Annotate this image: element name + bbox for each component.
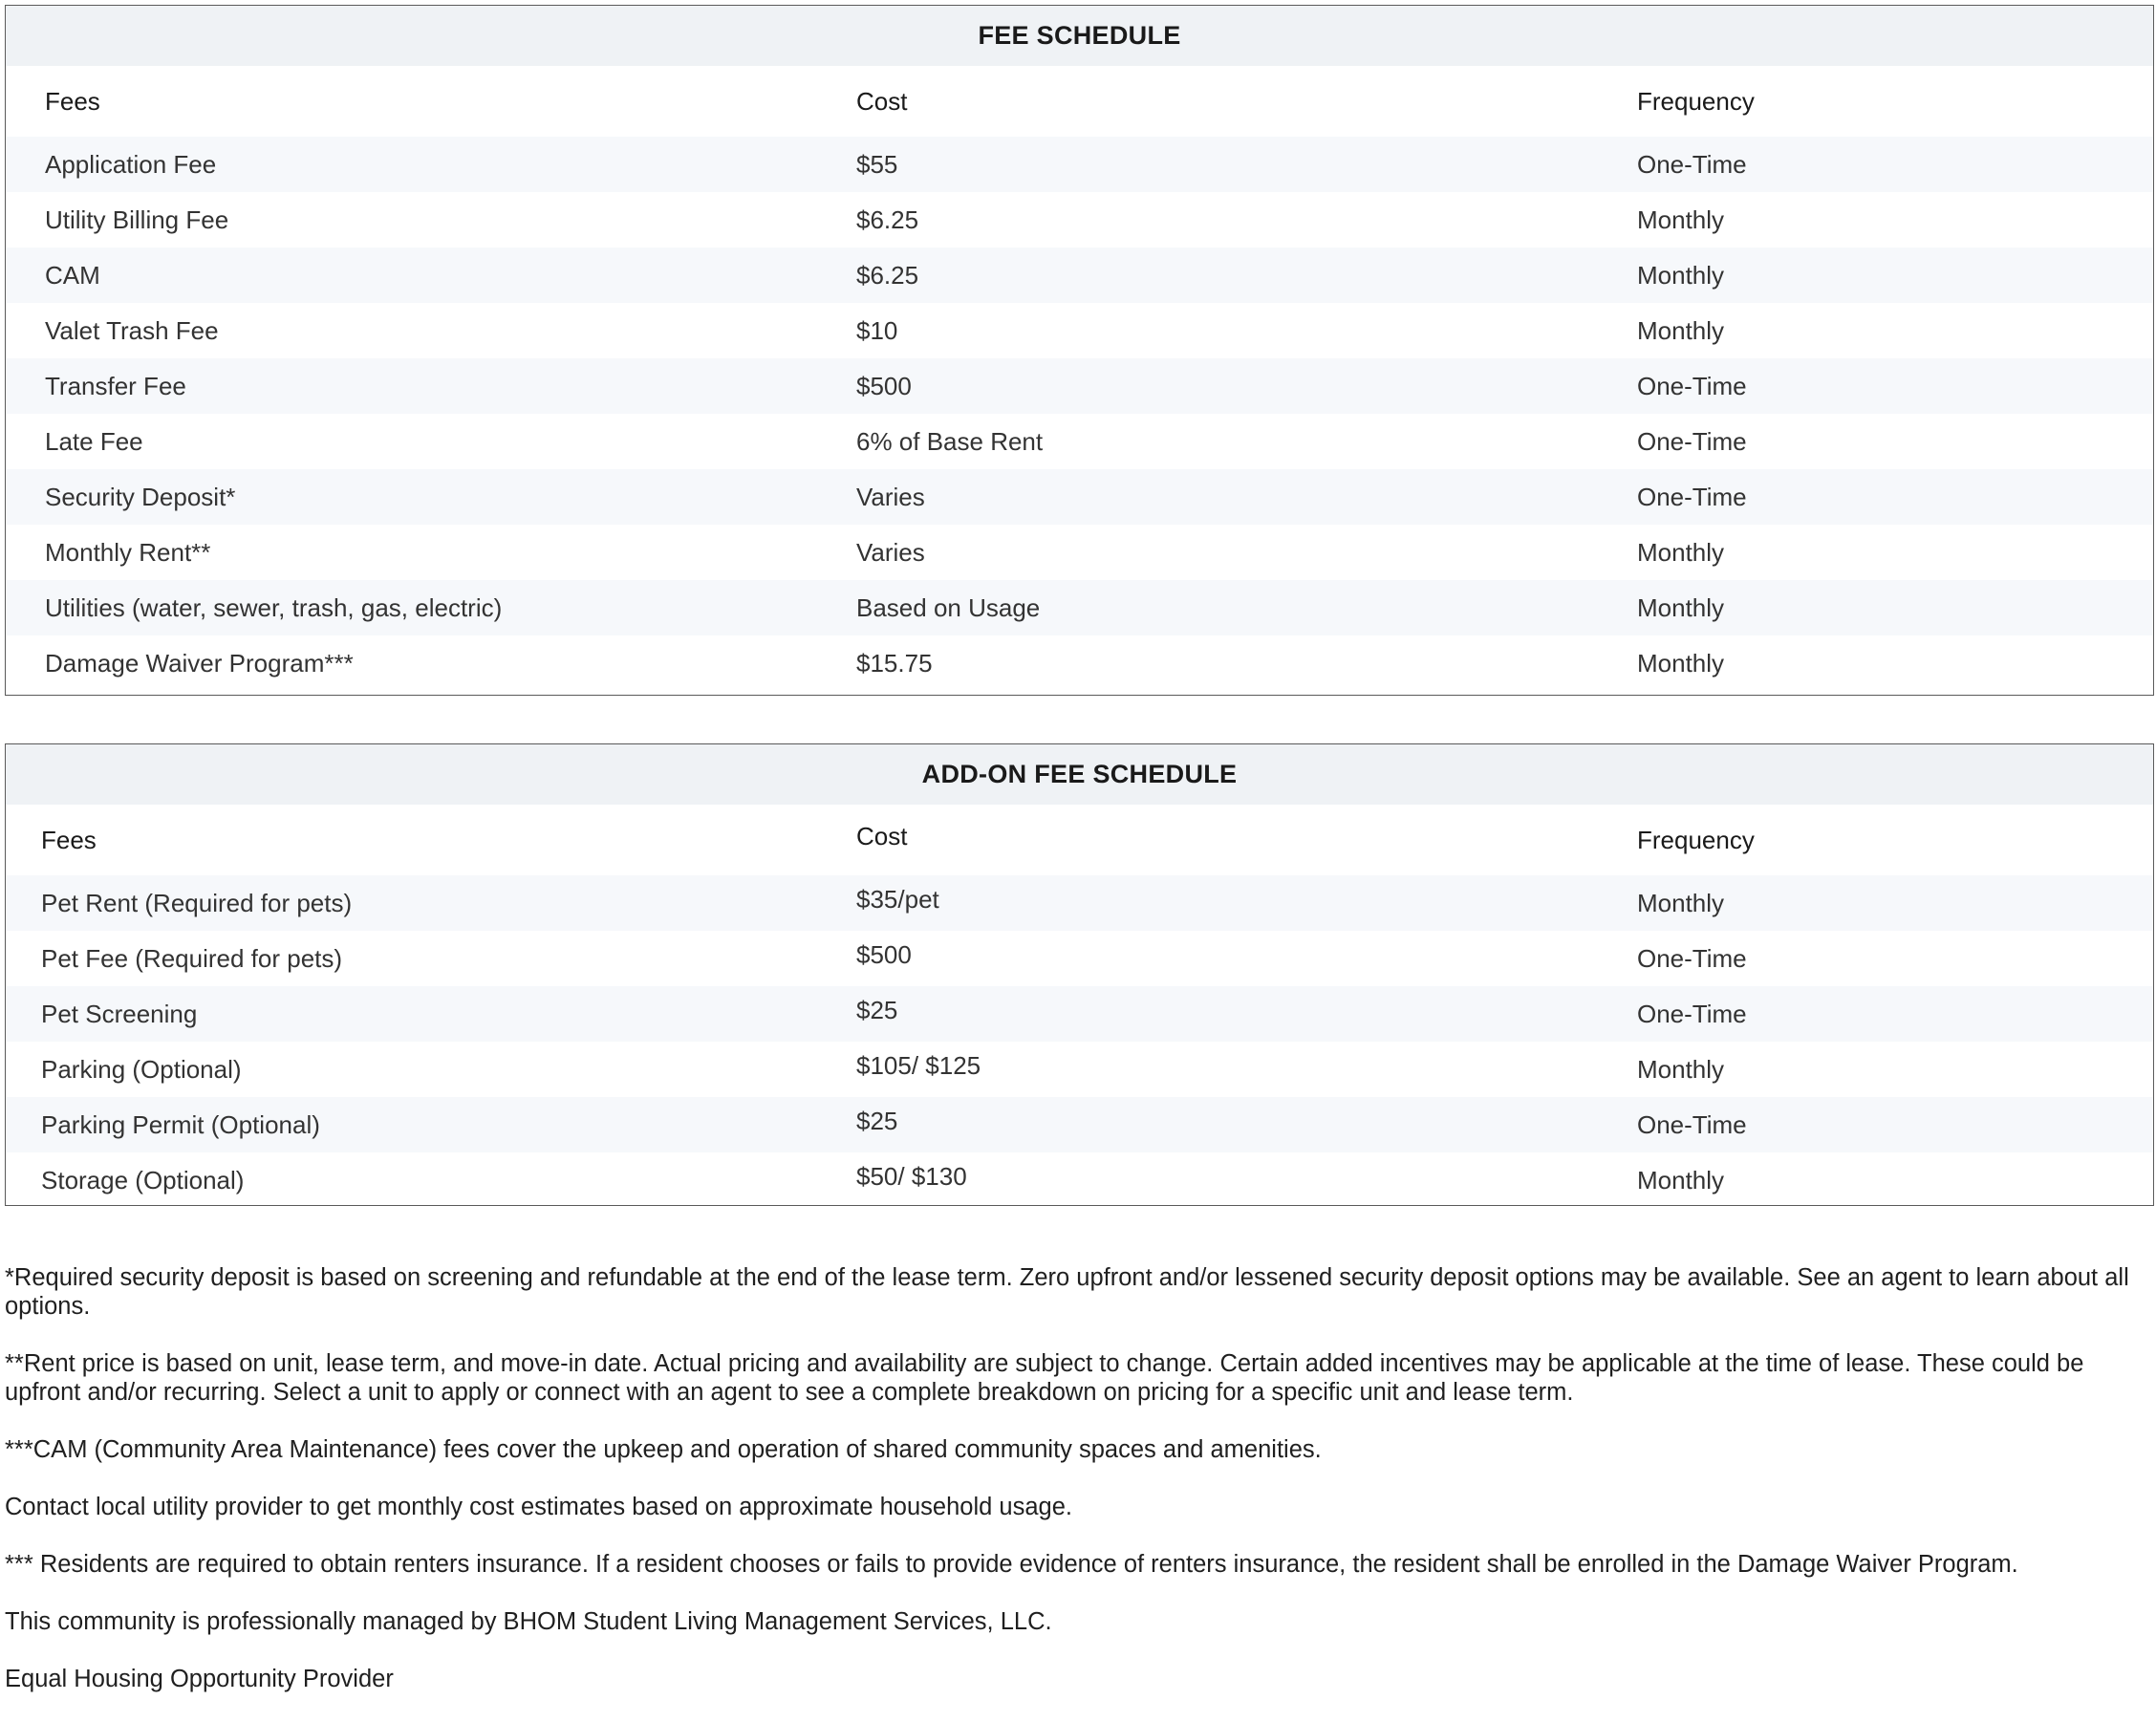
table-row	[6, 192, 2153, 248]
table-row	[6, 1042, 2153, 1097]
fee-name: Valet Trash Fee	[45, 315, 219, 345]
fee-cost: Varies	[856, 482, 925, 511]
fee-name: Pet Screening	[41, 999, 198, 1028]
fee-name: Monthly Rent**	[45, 537, 211, 567]
table-row	[6, 469, 2153, 525]
table-row	[6, 1097, 2153, 1152]
table-header-row	[6, 66, 2153, 137]
fee-cost: Varies	[856, 537, 925, 567]
equal-housing-note: Equal Housing Opportunity Provider	[5, 1666, 394, 1692]
fee-name: Application Fee	[45, 149, 217, 179]
fee-cost: $55	[856, 149, 898, 179]
fee-frequency: One-Time	[1637, 999, 1747, 1028]
fee-cost: $6.25	[856, 204, 919, 234]
fee-frequency: One-Time	[1637, 149, 1747, 179]
table-row	[6, 358, 2153, 414]
management-note: This community is professionally managed by BHOM Student Living Management Services, LLC.	[5, 1608, 1052, 1635]
fee-cost: $15.75	[856, 648, 933, 678]
fee-name: Pet Rent (Required for pets)	[41, 888, 353, 917]
fee-name: Storage (Optional)	[41, 1165, 245, 1195]
fee-frequency: Monthly	[1637, 537, 1725, 567]
fee-cost: $25	[856, 995, 898, 1024]
column-header-frequency: Frequency	[1637, 86, 1755, 116]
fee-frequency: One-Time	[1637, 482, 1747, 511]
fee-name: Late Fee	[45, 426, 143, 456]
fee-name: Damage Waiver Program***	[45, 648, 354, 678]
fee-frequency: One-Time	[1637, 1109, 1747, 1139]
fee-schedule-table	[5, 5, 2154, 696]
fee-name: Security Deposit*	[45, 482, 236, 511]
addon-fee-schedule-table	[5, 743, 2154, 1206]
fee-cost: 6% of Base Rent	[856, 426, 1044, 456]
utility-provider-note: Contact local utility provider to get monthly cost estimates based on approximate household usage.	[5, 1494, 1072, 1520]
fee-name: Parking (Optional)	[41, 1054, 242, 1084]
rent-price-note: **Rent price is based on unit, lease term, and move-in date. Actual pricing and availability are subject to change. Certain added incentives may be applicable at the time of lease. These could be upfront and/or recurring. Select a unit to apply or connect with an agent to see a complete breakdown on pricing for a specific unit and lease term.	[5, 1350, 2084, 1406]
fee-name: Utilities (water, sewer, trash, gas, electric)	[45, 592, 503, 622]
table-row	[6, 303, 2153, 358]
column-header-fees: Fees	[45, 86, 100, 116]
fee-name: Transfer Fee	[45, 371, 186, 400]
table-row	[6, 875, 2153, 931]
fee-frequency: Monthly	[1637, 592, 1725, 622]
renters-insurance-note: *** Residents are required to obtain renters insurance. If a resident chooses or fails to provide evidence of renters insurance, the resident shall be enrolled in the Damage Waiver Program.	[5, 1551, 2018, 1578]
fee-cost: $35/pet	[856, 884, 939, 914]
fee-frequency: Monthly	[1637, 315, 1725, 345]
fee-cost: $500	[856, 371, 912, 400]
fee-name: CAM	[45, 260, 100, 290]
fee-cost: $50/ $130	[856, 1161, 967, 1191]
fee-cost: Based on Usage	[856, 592, 1041, 622]
cam-note: ***CAM (Community Area Maintenance) fees cover the upkeep and operation of shared community spaces and amenities.	[5, 1436, 1322, 1463]
fee-frequency: Monthly	[1637, 888, 1725, 917]
fee-cost: $25	[856, 1106, 898, 1135]
fee-cost: $105/ $125	[856, 1050, 981, 1080]
fee-name: Parking Permit (Optional)	[41, 1109, 320, 1139]
fee-frequency: Monthly	[1637, 1165, 1725, 1195]
table-row	[6, 635, 2153, 691]
addon-fee-schedule-title: ADD-ON FEE SCHEDULE	[6, 744, 2153, 805]
table-row	[6, 248, 2153, 303]
table-row	[6, 580, 2153, 635]
footnotes	[5, 1263, 2150, 1722]
fee-cost: $10	[856, 315, 898, 345]
column-header-cost: Cost	[856, 86, 908, 116]
fee-frequency: Monthly	[1637, 204, 1725, 234]
table-row	[6, 1152, 2153, 1208]
column-header-fees: Fees	[41, 825, 97, 854]
fee-cost: $6.25	[856, 260, 919, 290]
table-row	[6, 986, 2153, 1042]
fee-frequency: Monthly	[1637, 260, 1725, 290]
fee-frequency: One-Time	[1637, 943, 1747, 973]
fee-name: Utility Billing Fee	[45, 204, 229, 234]
fee-cost: $500	[856, 939, 912, 969]
fee-frequency: Monthly	[1637, 1054, 1725, 1084]
security-deposit-note: *Required security deposit is based on screening and refundable at the end of the lease term. Zero upfront and/or lessened security deposit options may be available. See an agent to learn about all options.	[5, 1264, 2129, 1320]
table-header-row	[6, 805, 2153, 875]
table-row	[6, 137, 2153, 192]
fee-frequency: One-Time	[1637, 426, 1747, 456]
fee-frequency: One-Time	[1637, 371, 1747, 400]
fee-schedule-title: FEE SCHEDULE	[6, 6, 2153, 66]
column-header-cost: Cost	[856, 821, 908, 850]
table-row	[6, 931, 2153, 986]
fee-frequency: Monthly	[1637, 648, 1725, 678]
table-row	[6, 414, 2153, 469]
fee-name: Pet Fee (Required for pets)	[41, 943, 343, 973]
column-header-frequency: Frequency	[1637, 825, 1755, 854]
table-row	[6, 525, 2153, 580]
